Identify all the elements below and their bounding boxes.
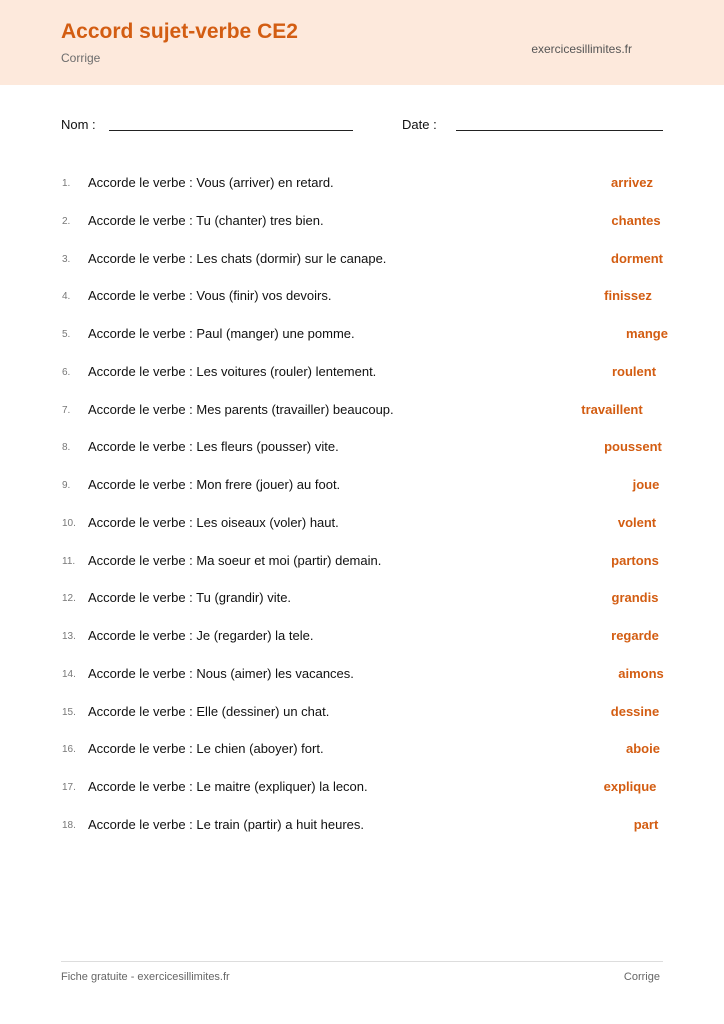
- question-number: 1.: [62, 178, 71, 189]
- question-row: [0, 508, 724, 546]
- question-row: [0, 319, 724, 357]
- question-answer: grandis: [611, 590, 659, 606]
- question-row: [0, 583, 724, 621]
- question-answer: regarde: [611, 628, 659, 643]
- footer-site-credit: Fiche gratuite - exercicesillimites.fr: [61, 971, 230, 983]
- question-answer: aboie: [626, 741, 660, 757]
- question-text: Accorde le verbe : Nous (aimer) les vacances.: [88, 665, 354, 681]
- question-text: Accorde le verbe : Les oiseaux (voler) haut.: [88, 514, 339, 530]
- name-field-line[interactable]: [109, 130, 353, 131]
- question-number: 8.: [62, 442, 71, 454]
- question-number: 11.: [62, 555, 76, 567]
- question-text: Accorde le verbe : Vous (finir) vos devoirs.: [88, 288, 332, 304]
- question-answer: volent: [617, 514, 657, 530]
- question-text: Accorde le verbe : Mon frere (jouer) au foot.: [88, 477, 341, 492]
- question-number: 17.: [62, 782, 76, 793]
- question-text: Accorde le verbe : Les voitures (rouler) lentement.: [88, 363, 377, 379]
- question-number: 9.: [62, 480, 71, 491]
- question-text: Accorde le verbe : Je (regarder) la tele.: [88, 628, 314, 643]
- question-text: Accorde le verbe : Le chien (aboyer) fort.: [88, 741, 324, 757]
- page-title: Accord sujet-verbe CE2: [61, 20, 298, 43]
- footer-divider: [61, 961, 663, 962]
- question-number: 3.: [62, 253, 71, 265]
- question-number: 6.: [62, 366, 71, 378]
- question-row: [0, 659, 724, 697]
- page-header: [0, 0, 724, 85]
- question-row: [0, 546, 724, 584]
- question-row: [0, 810, 724, 848]
- question-text: Accorde le verbe : Les fleurs (pousser) vite.: [88, 439, 339, 455]
- question-text: Accorde le verbe : Ma soeur et moi (partir) demain.: [88, 552, 382, 568]
- question-row: [0, 281, 724, 319]
- question-answer: chantes: [611, 212, 661, 228]
- question-number: 4.: [62, 291, 71, 303]
- question-row: [0, 206, 724, 244]
- question-number: 15.: [62, 706, 76, 718]
- footer-label: Corrige: [623, 971, 660, 983]
- question-answer: dessine: [610, 703, 660, 719]
- question-row: [0, 395, 724, 433]
- question-row: [0, 357, 724, 395]
- question-number: 2.: [62, 215, 71, 227]
- date-field-line[interactable]: [456, 130, 663, 131]
- question-number: 14.: [62, 668, 76, 680]
- question-text: Accorde le verbe : Les chats (dormir) sur le canape.: [88, 250, 387, 266]
- question-answer: arrivez: [611, 175, 653, 190]
- question-text: Accorde le verbe : Vous (arriver) en retard.: [88, 175, 334, 190]
- question-answer: joue: [632, 477, 660, 492]
- question-row: [0, 621, 724, 659]
- question-number: 13.: [62, 631, 76, 642]
- question-answer: travaillent: [581, 401, 643, 417]
- question-row: [0, 697, 724, 735]
- question-answer: finissez: [604, 288, 652, 304]
- question-row: [0, 168, 724, 206]
- question-answer: partons: [611, 552, 659, 568]
- question-row: [0, 244, 724, 282]
- question-row: [0, 432, 724, 470]
- question-text: Accorde le verbe : Elle (dessiner) un chat.: [88, 703, 330, 719]
- question-row: [0, 772, 724, 810]
- question-answer: poussent: [604, 439, 662, 455]
- question-number: 10.: [62, 517, 76, 529]
- date-label: Date :: [402, 117, 437, 132]
- question-row: [0, 470, 724, 508]
- question-number: 16.: [62, 744, 76, 756]
- question-text: Accorde le verbe : Mes parents (travailler) beaucoup.: [88, 401, 394, 417]
- question-number: 5.: [62, 329, 71, 340]
- question-text: Accorde le verbe : Tu (grandir) vite.: [88, 590, 292, 606]
- question-text: Accorde le verbe : Le maitre (expliquer) la lecon.: [88, 779, 368, 794]
- site-name: exercicesillimites.fr: [531, 42, 632, 56]
- question-answer: explique: [603, 779, 657, 794]
- question-text: Accorde le verbe : Le train (partir) a huit heures.: [88, 816, 365, 832]
- question-answer: part: [633, 816, 659, 832]
- question-list: [0, 168, 724, 848]
- question-answer: roulent: [611, 363, 657, 379]
- question-number: 7.: [62, 404, 71, 416]
- question-text: Accorde le verbe : Tu (chanter) tres bien.: [88, 212, 324, 228]
- question-row: [0, 734, 724, 772]
- question-number: 18.: [62, 819, 76, 831]
- question-text: Accorde le verbe : Paul (manger) une pomme.: [88, 326, 355, 341]
- question-answer: aimons: [618, 665, 664, 681]
- page-subtitle: Corrige: [61, 51, 101, 65]
- question-answer: mange: [626, 326, 668, 341]
- question-answer: dorment: [611, 250, 663, 266]
- name-label: Nom :: [61, 117, 96, 132]
- question-number: 12.: [62, 593, 76, 605]
